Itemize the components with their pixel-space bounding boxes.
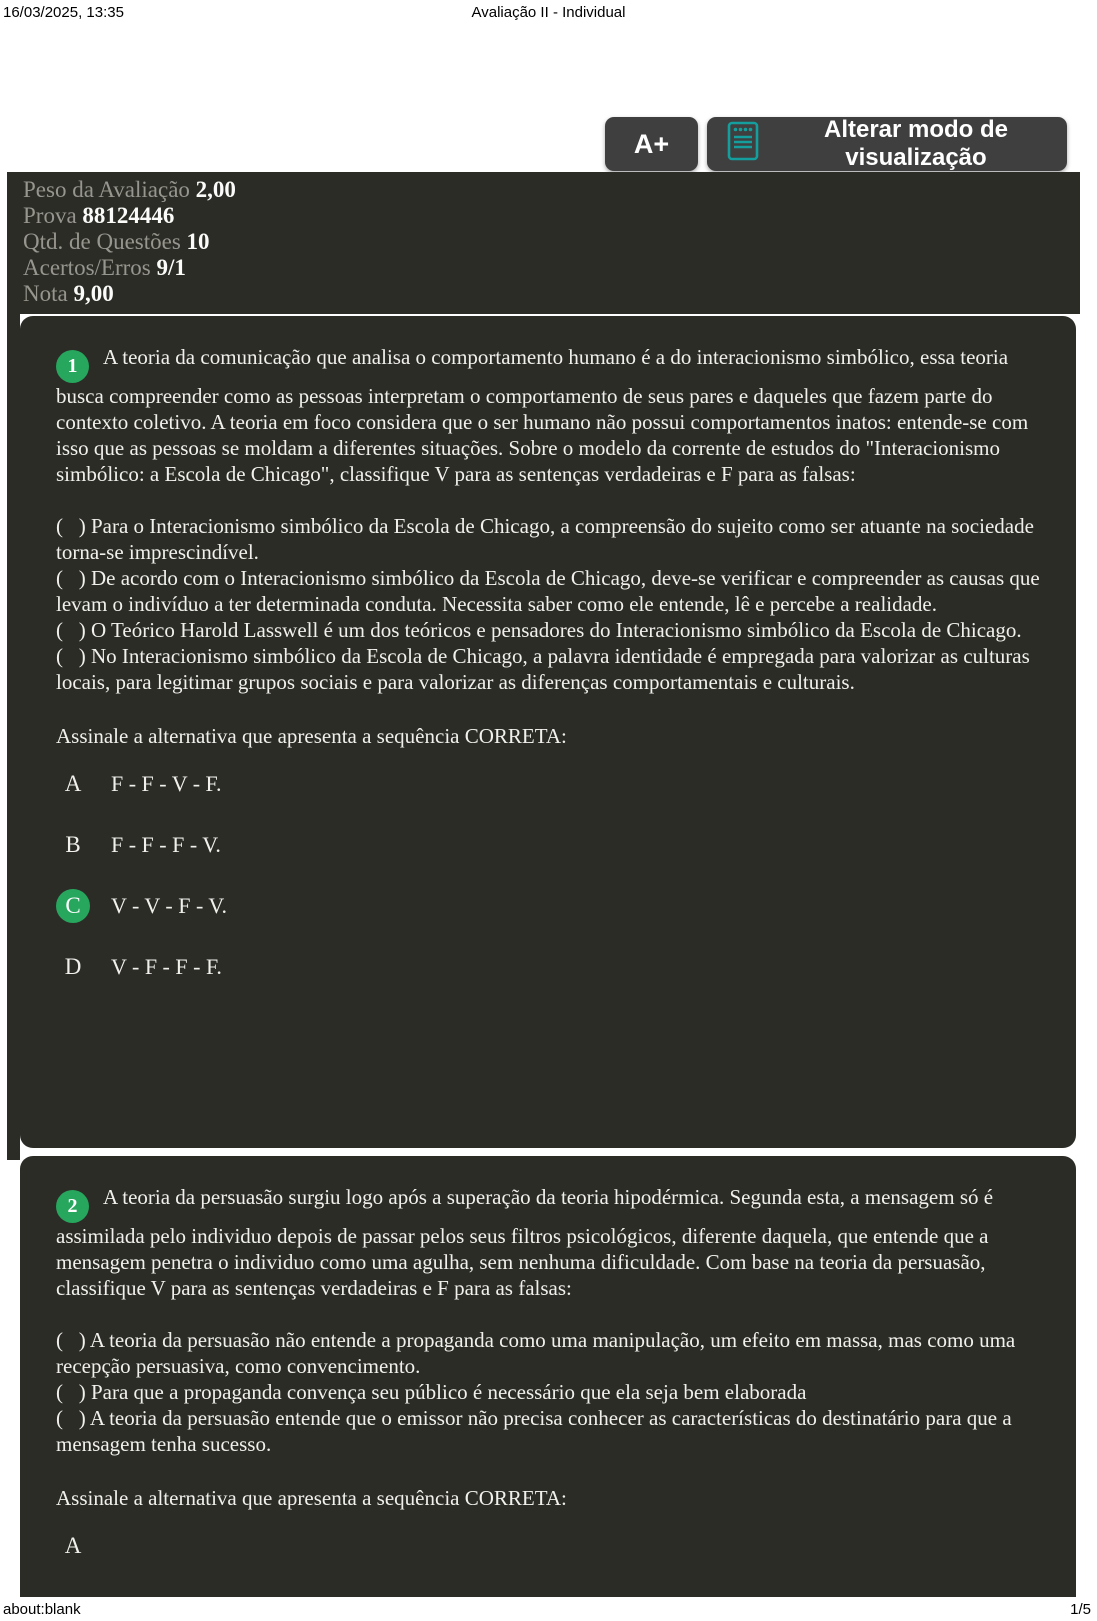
question-statements <box>56 513 1040 695</box>
document-list-icon <box>727 121 759 168</box>
question-number-badge: 2 <box>56 1190 89 1223</box>
stat-label: Prova <box>23 203 77 228</box>
page-number: 1/5 <box>1070 1601 1091 1618</box>
print-header <box>0 2 1097 24</box>
quiz-panel-gutter <box>7 314 20 1160</box>
page-title: Avaliação II - Individual <box>471 4 626 21</box>
print-datetime: 16/03/2025, 13:35 <box>3 4 124 21</box>
statement: ( ) De acordo com o Interacionismo simbólico da Escola de Chicago, deve-se verificar e compreender as causas que levam o indivíduo a ter determinada conduta. Necessita saber como ele entende, lê e percebe a realidade. <box>56 565 1040 616</box>
option-text: V - V - F - V. <box>111 892 227 918</box>
option-row-c-selected[interactable] <box>56 889 1040 923</box>
stat-row-nota <box>23 281 1070 307</box>
statement: ( ) O Teórico Harold Lasswell é um dos teóricos e pensadores do Interacionismo simbólico da Escola de Chicago. <box>56 617 1022 642</box>
option-letter: A <box>64 1532 82 1558</box>
question-prompt: Assinale a alternativa que apresenta a sequência CORRETA: <box>56 723 567 748</box>
view-mode-button-label: Alterar modo de visualização <box>823 116 1009 171</box>
stat-value: 10 <box>186 229 210 254</box>
statement: ( ) A teoria da persuasão entende que o emissor não precisa conhecer as características do destinatário para que a mensagem tenha sucesso. <box>56 1405 1012 1456</box>
option-text: V - F - F - F. <box>111 953 222 979</box>
question-statements <box>56 1327 1040 1457</box>
option-letter: A <box>64 770 82 796</box>
option-text: F - F - V - F. <box>111 770 222 796</box>
option-text: F - F - F - V. <box>111 831 221 857</box>
statement: ( ) Para que a propaganda convença seu público é necessário que ela seja bem elaborada <box>56 1379 807 1404</box>
toolbar <box>605 117 1067 171</box>
option-letter: B <box>65 831 81 857</box>
stat-row-questoes <box>23 229 1070 255</box>
option-row-a[interactable] <box>56 767 1040 801</box>
assessment-stats-panel <box>7 172 1080 314</box>
stat-label: Qtd. de Questões <box>23 229 181 254</box>
stat-label: Nota <box>23 281 68 306</box>
statement: ( ) Para o Interacionismo simbólico da Escola de Chicago, a compreensão do sujeito como ser atuante na sociedade torna-se imprescindível. <box>56 513 1034 564</box>
options-list <box>56 1529 1040 1563</box>
stat-label: Peso da Avaliação <box>23 177 190 202</box>
question-number-badge: 1 <box>56 350 89 383</box>
options-list <box>56 767 1040 984</box>
question-prompt: Assinale a alternativa que apresenta a sequência CORRETA: <box>56 1485 567 1510</box>
print-footer <box>0 1598 1097 1618</box>
option-row-b[interactable] <box>56 828 1040 862</box>
stat-value: 2,00 <box>195 177 236 202</box>
option-row-a[interactable] <box>56 1529 1040 1563</box>
page-url: about:blank <box>3 1601 81 1618</box>
font-size-button[interactable]: A+ <box>605 117 698 171</box>
option-row-d[interactable] <box>56 950 1040 984</box>
question-card-1 <box>20 316 1076 1148</box>
question-intro-text: A teoria da comunicação que analisa o comportamento humano é a do interacionismo simbólico, essa teoria busca compreender como as pessoas interpretam o comportamento de seus pares e daqueles que fazem parte do contexto coletivo. A teoria em foco considera que o ser humano não possui comportamentos inatos: entende-se com isso que as pessoas se moldam a diferentes situações. Sobre o modelo da corrente de estudos do "Interacionismo simbólico: a Escola de Chicago", classifique V para as sentenças verdadeiras e F para as falsas: <box>56 345 1029 486</box>
stat-row-peso <box>23 177 1070 203</box>
option-letter: D <box>64 953 82 979</box>
stat-value: 88124446 <box>82 203 175 228</box>
question-intro <box>56 344 1040 487</box>
stat-row-acertos <box>23 255 1070 281</box>
question-intro-text: A teoria da persuasão surgiu logo após a superação da teoria hipodérmica. Segunda esta, a mensagem só é assimilada pelo individuo depois de passar pelos seus filtros psicológicos, diferente daquela, que entende que a mensagem penetra o individuo como uma agulha, sem nenhuma dificuldade. Com base na teoria da persuasão, classifique V para as sentenças verdadeiras e F para as falsas: <box>56 1185 994 1300</box>
view-mode-button[interactable] <box>707 117 1067 171</box>
option-letter-selected-badge: C <box>56 889 90 923</box>
stat-label: Acertos/Erros <box>23 255 151 280</box>
stat-value: 9,00 <box>73 281 114 306</box>
question-card-2 <box>20 1156 1076 1597</box>
stat-row-prova <box>23 203 1070 229</box>
statement: ( ) A teoria da persuasão não entende a propaganda como uma manipulação, um efeito em massa, mas como uma recepção persuasiva, como convencimento. <box>56 1327 1016 1378</box>
question-intro <box>56 1184 1040 1301</box>
stat-value: 9/1 <box>156 255 186 280</box>
statement: ( ) No Interacionismo simbólico da Escola de Chicago, a palavra identidade é empregada para valorizar as culturas locais, para legitimar grupos sociais e para valorizar as diferenças comportamentais e culturais. <box>56 643 1030 694</box>
